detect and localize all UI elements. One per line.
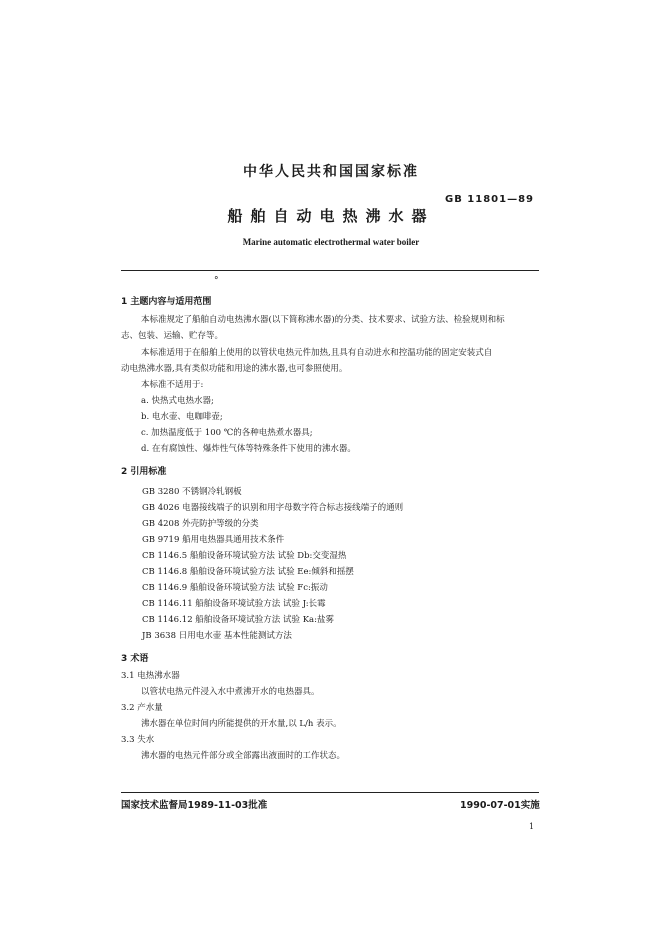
section-1-paragraph-1-line-2: 志、包装、运输、贮存等。 xyxy=(121,331,224,341)
reference-item: GB 3280 不锈钢冷轧钢板 xyxy=(142,487,242,497)
list-item: a. 快热式电热水器; xyxy=(141,396,214,406)
reference-item: CB 1146.5 船舶设备环境试验方法 试验 Db:交变湿热 xyxy=(142,551,347,561)
reference-item: CB 1146.11 船舶设备环境试验方法 试验 J:长霉 xyxy=(142,599,326,609)
section-1-paragraph-2-line-1: 本标准适用于在船舶上使用的以管状电热元件加热,且具有自动进水和控温功能的固定安装式自 xyxy=(141,348,493,358)
reference-item: CB 1146.8 船舶设备环境试验方法 试验 Ee:倾斜和摇摆 xyxy=(142,567,354,577)
reference-item: CB 1146.12 船舶设备环境试验方法 试验 Ka:盐雾 xyxy=(142,615,334,625)
document-title-cn: 船舶自动电热沸水器 xyxy=(227,207,435,225)
term-3-3-definition: 沸水器的电热元件部分或全部露出液面时的工作状态。 xyxy=(141,751,346,761)
list-item: b. 电水壶、电咖啡壶; xyxy=(141,412,223,422)
term-3-1-definition: 以管状电热元件浸入水中煮沸开水的电热器具。 xyxy=(141,687,320,697)
standard-code: GB 11801—89 xyxy=(445,194,535,205)
section-1-paragraph-3: 本标准不适用于: xyxy=(141,380,204,390)
reference-item: GB 9719 船用电热器具通用技术条件 xyxy=(142,535,285,545)
section-1-paragraph-1-line-1: 本标准规定了船舶自动电热沸水器(以下简称沸水器)的分类、技术要求、试验方法、检验规则和标 xyxy=(141,315,505,325)
reference-item: GB 4026 电器接线端子的识别和用字母数字符合标志接线端子的通则 xyxy=(142,503,404,513)
section-1-heading: 1 主题内容与适用范围 xyxy=(121,297,212,307)
effective-date: 1990-07-01实施 xyxy=(460,800,540,811)
section-1-paragraph-2-line-2: 动电热沸水器,具有类似功能和用途的沸水器,也可参照使用。 xyxy=(121,364,348,374)
reference-item: GB 4208 外壳防护等级的分类 xyxy=(142,519,259,529)
list-item: c. 加热温度低于 100 ℃的各种电热煮水器具; xyxy=(141,428,313,438)
page-number: 1 xyxy=(529,822,535,831)
reference-item: JB 3638 日用电水壶 基本性能测试方法 xyxy=(142,631,292,641)
term-3-1-heading: 3.1 电热沸水器 xyxy=(121,671,180,681)
national-standard-heading: 中华人民共和国国家标准 xyxy=(243,164,419,180)
stray-mark: ° xyxy=(214,276,219,286)
term-3-3-heading: 3.3 失水 xyxy=(121,735,155,745)
section-3-heading: 3 术语 xyxy=(121,654,149,664)
term-3-2-heading: 3.2 产水量 xyxy=(121,703,163,713)
header-divider xyxy=(121,270,539,271)
section-2-heading: 2 引用标准 xyxy=(121,467,167,477)
footer-divider xyxy=(121,792,539,793)
reference-item: CB 1146.9 船舶设备环境试验方法 试验 Fc:振动 xyxy=(142,583,328,593)
term-3-2-definition: 沸水器在单位时间内所能提供的开水量,以 L/h 表示。 xyxy=(141,719,342,729)
list-item: d. 在有腐蚀性、爆炸性气体等特殊条件下使用的沸水器。 xyxy=(141,444,356,454)
approval-note: 国家技术监督局1989-11-03批准 xyxy=(121,800,268,811)
document-title-en: Marine automatic electrothermal water boiler xyxy=(242,237,420,247)
